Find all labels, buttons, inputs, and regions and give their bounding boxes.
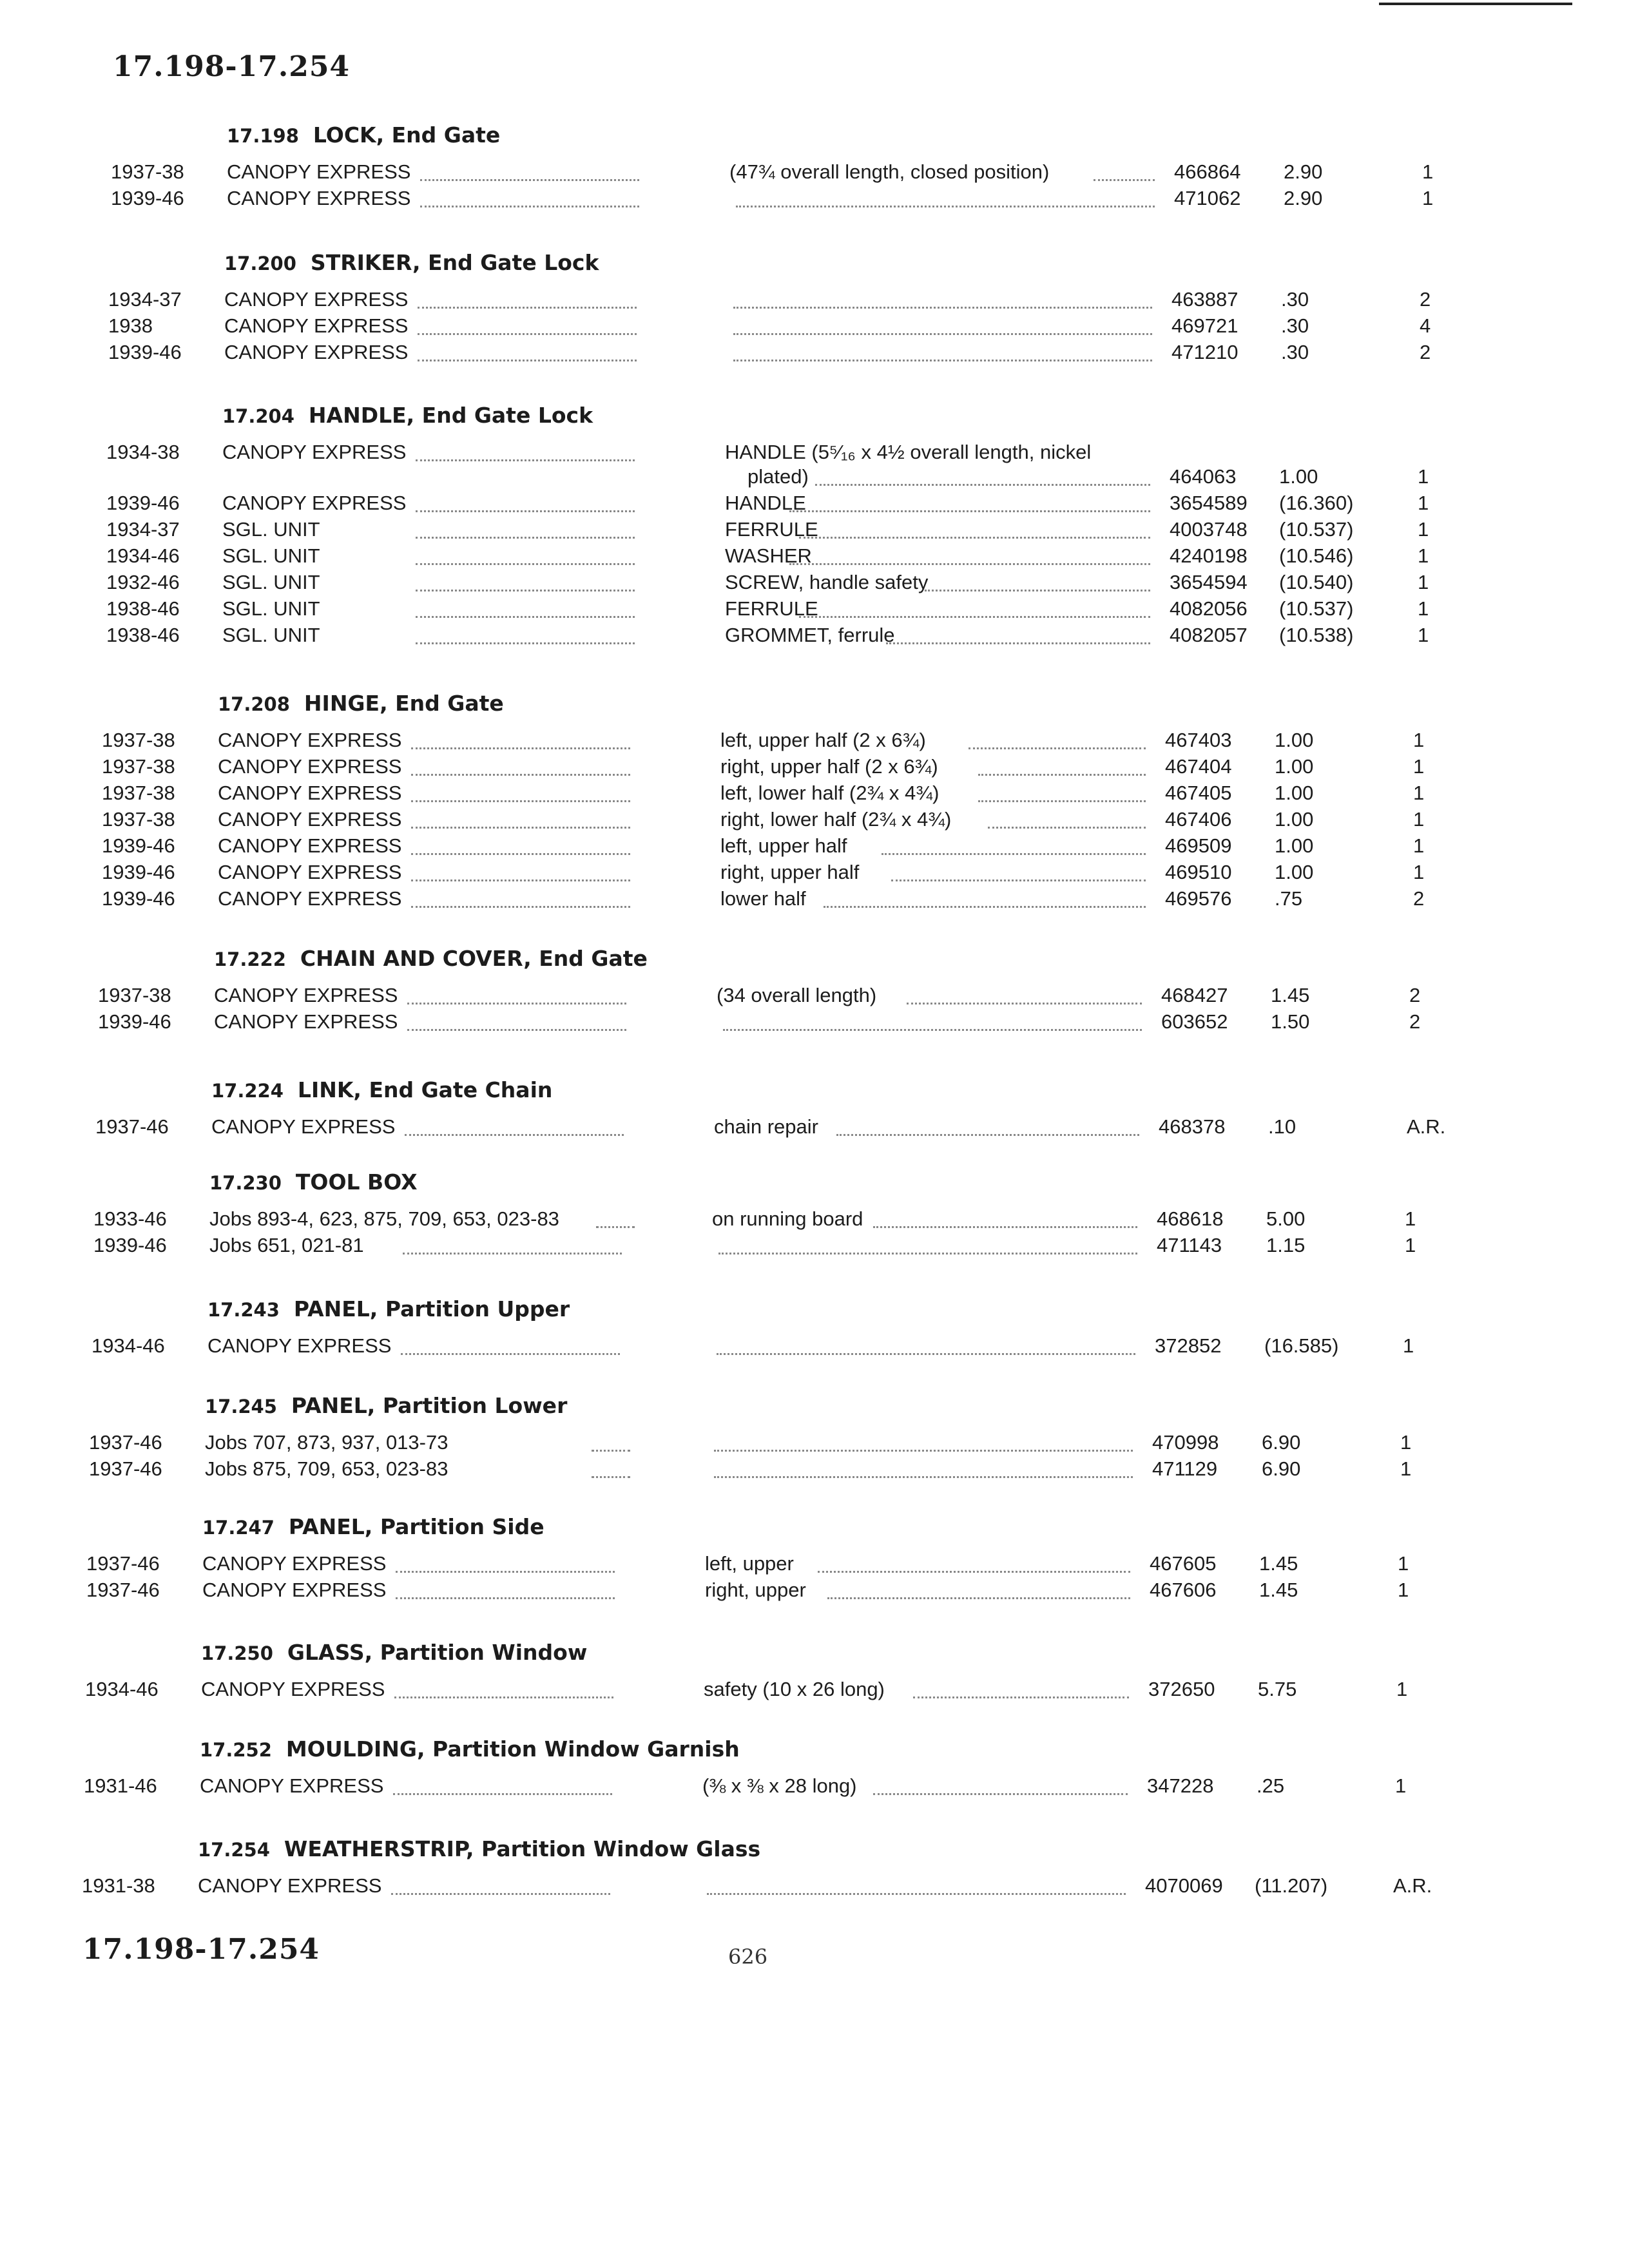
leader-dots <box>396 1597 615 1599</box>
row-quantity: 1 <box>1396 1678 1408 1700</box>
leader-dots <box>789 563 1150 565</box>
row-years: 1937-38 <box>102 808 175 831</box>
row-years: 1937-38 <box>111 160 184 183</box>
row-part-number: 372650 <box>1148 1678 1215 1700</box>
leader-dots <box>799 537 1150 539</box>
leader-dots <box>789 510 1150 512</box>
row-description-cont: plated) <box>747 465 809 488</box>
row-model: SGL. UNIT <box>222 571 320 593</box>
row-quantity: 1 <box>1400 1431 1412 1454</box>
section-heading <box>202 1514 545 1539</box>
leader-dots <box>391 1893 610 1895</box>
leader-dots <box>815 484 1150 486</box>
section-title: WEATHERSTRIP, Partition Window Glass <box>284 1836 761 1861</box>
row-part-number: 603652 <box>1161 1010 1228 1033</box>
row-part-number: 469721 <box>1171 314 1239 337</box>
section-number: 17.230 <box>209 1172 282 1194</box>
row-price: 1.00 <box>1275 755 1314 778</box>
row-years: 1937-46 <box>86 1552 160 1575</box>
row-description: GROMMET, ferrule <box>725 624 895 646</box>
section-title: CHAIN AND COVER, End Gate <box>300 946 648 971</box>
row-part-number: 467406 <box>1165 808 1232 831</box>
leader-dots <box>411 774 630 776</box>
row-quantity: 1 <box>1395 1774 1407 1797</box>
section-number: 17.222 <box>214 948 286 970</box>
row-model: CANOPY EXPRESS <box>201 1678 385 1700</box>
leader-dots <box>401 1353 620 1355</box>
row-model: CANOPY EXPRESS <box>218 782 402 804</box>
row-price: 1.00 <box>1275 729 1314 751</box>
row-quantity: A.R. <box>1393 1874 1432 1897</box>
row-model: CANOPY EXPRESS <box>224 341 409 363</box>
row-quantity: 1 <box>1422 160 1434 183</box>
section-heading <box>218 691 504 716</box>
row-part-number: 3654594 <box>1170 571 1248 593</box>
section-heading <box>214 946 648 971</box>
section-title: PANEL, Partition Side <box>288 1514 545 1539</box>
row-model: CANOPY EXPRESS <box>227 187 411 209</box>
leader-dots <box>978 774 1146 776</box>
row-part-number: 467605 <box>1150 1552 1217 1575</box>
row-years: 1939-46 <box>102 861 175 883</box>
leader-dots <box>714 1476 1133 1478</box>
leader-dots <box>411 827 630 829</box>
row-model: CANOPY EXPRESS <box>200 1774 384 1797</box>
row-years: 1939-46 <box>108 341 182 363</box>
row-model: CANOPY EXPRESS <box>202 1579 387 1601</box>
row-model: CANOPY EXPRESS <box>218 861 402 883</box>
leader-dots <box>714 1450 1133 1452</box>
row-years: 1933-46 <box>93 1207 167 1230</box>
row-model: Jobs 875, 709, 653, 023-83 <box>205 1457 448 1480</box>
row-description: left, lower half (2¾ x 4¾) <box>720 782 940 804</box>
leader-dots <box>420 206 639 207</box>
row-part-number: 469509 <box>1165 834 1232 857</box>
leader-dots <box>891 879 1146 881</box>
row-price: 5.75 <box>1258 1678 1297 1700</box>
row-quantity: 1 <box>1413 782 1425 804</box>
row-quantity: 1 <box>1413 861 1425 883</box>
row-quantity: 1 <box>1398 1552 1409 1575</box>
row-price: (16.585) <box>1264 1334 1339 1357</box>
row-description: FERRULE <box>725 518 818 541</box>
section-heading <box>201 1640 587 1665</box>
row-price: (10.546) <box>1279 544 1354 567</box>
row-price: 1.00 <box>1275 782 1314 804</box>
row-part-number: 468618 <box>1157 1207 1224 1230</box>
row-price: (10.537) <box>1279 597 1354 620</box>
row-years: 1939-46 <box>98 1010 171 1033</box>
row-quantity: 1 <box>1418 465 1429 488</box>
row-price: 6.90 <box>1262 1431 1301 1454</box>
section-title: STRIKER, End Gate Lock <box>310 250 599 275</box>
row-description: lower half <box>720 887 806 910</box>
section-number: 17.245 <box>205 1396 277 1418</box>
leader-dots <box>407 1003 626 1004</box>
leader-dots <box>836 1134 1139 1136</box>
row-part-number: 468378 <box>1159 1115 1226 1138</box>
row-part-number: 4003748 <box>1170 518 1248 541</box>
section-number: 17.200 <box>224 253 296 274</box>
row-years: 1937-38 <box>102 729 175 751</box>
row-quantity: 1 <box>1413 808 1425 831</box>
row-price: 6.90 <box>1262 1457 1301 1480</box>
row-model: SGL. UNIT <box>222 518 320 541</box>
row-description: left, upper <box>705 1552 794 1575</box>
leader-dots <box>416 590 635 591</box>
section-heading <box>198 1836 760 1861</box>
row-model: SGL. UNIT <box>222 544 320 567</box>
row-price: 1.15 <box>1266 1234 1306 1256</box>
leader-dots <box>416 510 635 512</box>
leader-dots <box>416 563 635 565</box>
leader-dots <box>396 1571 615 1573</box>
row-part-number: 469576 <box>1165 887 1232 910</box>
section-title: HINGE, End Gate <box>304 691 504 716</box>
leader-dots <box>907 1003 1142 1004</box>
leader-dots <box>988 827 1146 829</box>
row-price: .75 <box>1275 887 1303 910</box>
leader-dots <box>420 179 639 181</box>
row-model: CANOPY EXPRESS <box>214 984 398 1006</box>
section-number: 17.204 <box>222 405 294 427</box>
leader-dots <box>827 1597 1130 1599</box>
row-description: (47¾ overall length, closed position) <box>729 160 1050 183</box>
row-quantity: 1 <box>1418 544 1429 567</box>
row-description: SCREW, handle safety <box>725 571 929 593</box>
row-years: 1937-38 <box>98 984 171 1006</box>
row-part-number: 467606 <box>1150 1579 1217 1601</box>
row-price: (11.207) <box>1255 1874 1328 1897</box>
row-years: 1934-46 <box>85 1678 159 1700</box>
section-number: 17.252 <box>200 1739 272 1761</box>
row-model: CANOPY EXPRESS <box>218 729 402 751</box>
row-price: .30 <box>1281 341 1309 363</box>
leader-dots <box>393 1793 612 1795</box>
row-part-number: 347228 <box>1147 1774 1214 1797</box>
row-quantity: 1 <box>1418 571 1429 593</box>
row-quantity: 1 <box>1405 1234 1416 1256</box>
section-number: 17.247 <box>202 1517 275 1539</box>
row-price: 1.45 <box>1271 984 1310 1006</box>
page-number: 626 <box>728 1945 768 1969</box>
row-years: 1937-38 <box>102 782 175 804</box>
leader-dots <box>418 333 637 335</box>
row-years: 1937-46 <box>95 1115 169 1138</box>
row-years: 1934-37 <box>108 288 182 311</box>
row-description: right, lower half (2¾ x 4¾) <box>720 808 952 831</box>
section-title: HANDLE, End Gate Lock <box>308 403 593 428</box>
row-part-number: 470998 <box>1152 1431 1219 1454</box>
section-number: 17.250 <box>201 1642 273 1664</box>
section-title: GLASS, Partition Window <box>287 1640 588 1665</box>
page-range-top: 17.198-17.254 <box>113 50 351 83</box>
row-model: CANOPY EXPRESS <box>218 887 402 910</box>
section-heading <box>209 1169 418 1195</box>
leader-dots <box>411 747 630 749</box>
section-title: LOCK, End Gate <box>313 122 501 148</box>
row-model: CANOPY EXPRESS <box>222 441 407 463</box>
row-description: left, upper half (2 x 6¾) <box>720 729 926 751</box>
leader-dots <box>824 906 1146 908</box>
leader-dots <box>873 1226 1137 1228</box>
row-years: 1931-46 <box>84 1774 157 1797</box>
row-years: 1938-46 <box>106 624 180 646</box>
row-description: safety (10 x 26 long) <box>704 1678 885 1700</box>
row-part-number: 471210 <box>1171 341 1239 363</box>
leader-dots <box>733 333 1152 335</box>
leader-dots <box>405 1134 624 1136</box>
row-price: .30 <box>1281 314 1309 337</box>
leader-dots <box>403 1253 622 1254</box>
row-years: 1939-46 <box>102 834 175 857</box>
row-price: 2.90 <box>1284 160 1323 183</box>
row-years: 1934-46 <box>106 544 180 567</box>
row-model: CANOPY EXPRESS <box>224 314 409 337</box>
row-description: right, upper <box>705 1579 806 1601</box>
section-number: 17.198 <box>227 125 299 147</box>
row-description: left, upper half <box>720 834 847 857</box>
row-quantity: 1 <box>1418 518 1429 541</box>
row-part-number: 466864 <box>1174 160 1241 183</box>
row-price: .30 <box>1281 288 1309 311</box>
row-model: CANOPY EXPRESS <box>224 288 409 311</box>
leader-dots <box>416 642 635 644</box>
row-quantity: 1 <box>1398 1579 1409 1601</box>
section-heading <box>227 122 500 148</box>
leader-dots <box>799 616 1150 618</box>
section-number: 17.254 <box>198 1839 270 1861</box>
leader-dots <box>407 1029 626 1031</box>
row-price: (16.360) <box>1279 492 1354 514</box>
row-part-number: 469510 <box>1165 861 1232 883</box>
row-part-number: 468427 <box>1161 984 1228 1006</box>
row-years: 1938-46 <box>106 597 180 620</box>
row-quantity: 1 <box>1400 1457 1412 1480</box>
leader-dots <box>394 1696 613 1698</box>
row-model: Jobs 651, 021-81 <box>209 1234 364 1256</box>
row-model: CANOPY EXPRESS <box>222 492 407 514</box>
row-part-number: 3654589 <box>1170 492 1248 514</box>
row-quantity: 2 <box>1420 288 1431 311</box>
row-quantity: 1 <box>1403 1334 1414 1357</box>
row-quantity: A.R. <box>1407 1115 1446 1138</box>
row-years: 1939-46 <box>106 492 180 514</box>
row-model: CANOPY EXPRESS <box>218 808 402 831</box>
section-number: 17.208 <box>218 693 290 715</box>
row-part-number: 4082056 <box>1170 597 1248 620</box>
row-part-number: 467403 <box>1165 729 1232 751</box>
leader-dots <box>1094 179 1155 181</box>
row-years: 1939-46 <box>102 887 175 910</box>
leader-dots <box>978 800 1146 802</box>
row-years: 1939-46 <box>111 187 184 209</box>
leader-dots <box>411 906 630 908</box>
row-part-number: 372852 <box>1155 1334 1222 1357</box>
row-quantity: 4 <box>1420 314 1431 337</box>
row-description: (⅜ x ⅜ x 28 long) <box>702 1774 857 1797</box>
leader-dots <box>873 1793 1128 1795</box>
row-description: right, upper half (2 x 6¾) <box>720 755 938 778</box>
row-description: FERRULE <box>725 597 818 620</box>
row-description: on running board <box>712 1207 863 1230</box>
row-model: CANOPY EXPRESS <box>227 160 411 183</box>
section-title: TOOL BOX <box>295 1169 418 1195</box>
row-quantity: 2 <box>1409 1010 1421 1033</box>
row-part-number: 467405 <box>1165 782 1232 804</box>
leader-dots <box>416 616 635 618</box>
section-title: LINK, End Gate Chain <box>297 1077 553 1102</box>
row-price: 1.45 <box>1259 1579 1298 1601</box>
section-heading <box>200 1736 740 1762</box>
leader-dots <box>717 1353 1135 1355</box>
leader-dots <box>886 642 1150 644</box>
row-price: (10.540) <box>1279 571 1354 593</box>
row-model: CANOPY EXPRESS <box>198 1874 382 1897</box>
row-price: (10.537) <box>1279 518 1354 541</box>
leader-dots <box>592 1450 630 1452</box>
row-part-number: 4240198 <box>1170 544 1248 567</box>
row-price: 1.45 <box>1259 1552 1298 1575</box>
row-quantity: 1 <box>1413 834 1425 857</box>
leader-dots <box>416 459 635 461</box>
section-heading <box>207 1296 570 1321</box>
row-part-number: 467404 <box>1165 755 1232 778</box>
row-model: CANOPY EXPRESS <box>202 1552 387 1575</box>
row-years: 1937-38 <box>102 755 175 778</box>
row-price: (10.538) <box>1279 624 1354 646</box>
row-part-number: 471143 <box>1157 1234 1222 1256</box>
row-part-number: 4070069 <box>1145 1874 1223 1897</box>
row-description: WASHER <box>725 544 812 567</box>
row-description: right, upper half <box>720 861 860 883</box>
row-years: 1937-46 <box>86 1579 160 1601</box>
row-part-number: 4082057 <box>1170 624 1248 646</box>
row-model: CANOPY EXPRESS <box>218 834 402 857</box>
section-number: 17.224 <box>211 1080 284 1102</box>
row-years: 1934-46 <box>92 1334 165 1357</box>
row-part-number: 464063 <box>1170 465 1237 488</box>
section-title: PANEL, Partition Lower <box>291 1393 568 1418</box>
row-model: Jobs 893-4, 623, 875, 709, 653, 023-83 <box>209 1207 559 1230</box>
leader-dots <box>718 1253 1137 1254</box>
leader-dots <box>736 206 1155 207</box>
row-description: (34 overall length) <box>717 984 877 1006</box>
leader-dots <box>592 1476 630 1478</box>
row-price: 1.50 <box>1271 1010 1310 1033</box>
row-price: 1.00 <box>1279 465 1318 488</box>
leader-dots <box>723 1029 1142 1031</box>
leader-dots <box>411 853 630 855</box>
leader-dots <box>416 537 635 539</box>
leader-dots <box>969 747 1146 749</box>
row-price: 5.00 <box>1266 1207 1306 1230</box>
leader-dots <box>733 360 1152 361</box>
row-model: SGL. UNIT <box>222 624 320 646</box>
row-quantity: 1 <box>1405 1207 1416 1230</box>
row-description: HANDLE (5⁵⁄₁₆ x 4½ overall length, nickel <box>725 441 1092 463</box>
row-years: 1937-46 <box>89 1431 162 1454</box>
row-model: CANOPY EXPRESS <box>218 755 402 778</box>
row-description: chain repair <box>714 1115 818 1138</box>
row-years: 1932-46 <box>106 571 180 593</box>
leader-dots <box>733 307 1152 309</box>
section-number: 17.243 <box>207 1299 280 1321</box>
section-title: PANEL, Partition Upper <box>293 1296 570 1321</box>
leader-dots <box>596 1226 635 1228</box>
page-range-bottom: 17.198-17.254 <box>82 1933 320 1966</box>
leader-dots <box>411 879 630 881</box>
row-price: 1.00 <box>1275 808 1314 831</box>
leader-dots <box>411 800 630 802</box>
section-heading <box>224 250 599 275</box>
row-quantity: 2 <box>1420 341 1431 363</box>
section-heading <box>211 1077 552 1102</box>
row-model: CANOPY EXPRESS <box>211 1115 396 1138</box>
row-part-number: 471129 <box>1152 1457 1218 1480</box>
row-quantity: 1 <box>1418 597 1429 620</box>
row-description: HANDLE <box>725 492 806 514</box>
row-part-number: 471062 <box>1174 187 1241 209</box>
row-model: CANOPY EXPRESS <box>214 1010 398 1033</box>
row-price: .25 <box>1257 1774 1285 1797</box>
row-price: 1.00 <box>1275 861 1314 883</box>
section-title: MOULDING, Partition Window Garnish <box>285 1736 740 1762</box>
section-heading <box>205 1393 567 1418</box>
row-quantity: 1 <box>1418 492 1429 514</box>
row-price: .10 <box>1268 1115 1296 1138</box>
row-quantity: 2 <box>1409 984 1421 1006</box>
row-years: 1934-37 <box>106 518 180 541</box>
row-years: 1939-46 <box>93 1234 167 1256</box>
row-quantity: 1 <box>1413 755 1425 778</box>
row-years: 1934-38 <box>106 441 180 463</box>
leader-dots <box>925 590 1150 591</box>
row-part-number: 463887 <box>1171 288 1239 311</box>
row-quantity: 2 <box>1413 887 1425 910</box>
row-price: 1.00 <box>1275 834 1314 857</box>
section-heading <box>222 403 593 428</box>
row-price: 2.90 <box>1284 187 1323 209</box>
leader-dots <box>882 853 1146 855</box>
row-quantity: 1 <box>1422 187 1434 209</box>
leader-dots <box>418 307 637 309</box>
row-model: SGL. UNIT <box>222 597 320 620</box>
leader-dots <box>818 1571 1130 1573</box>
leader-dots <box>418 360 637 361</box>
row-years: 1937-46 <box>89 1457 162 1480</box>
leader-dots <box>707 1893 1126 1895</box>
row-quantity: 1 <box>1413 729 1425 751</box>
row-years: 1931-38 <box>82 1874 155 1897</box>
row-quantity: 1 <box>1418 624 1429 646</box>
row-model: Jobs 707, 873, 937, 013-73 <box>205 1431 448 1454</box>
leader-dots <box>913 1696 1129 1698</box>
row-model: CANOPY EXPRESS <box>207 1334 392 1357</box>
row-years: 1938 <box>108 314 153 337</box>
